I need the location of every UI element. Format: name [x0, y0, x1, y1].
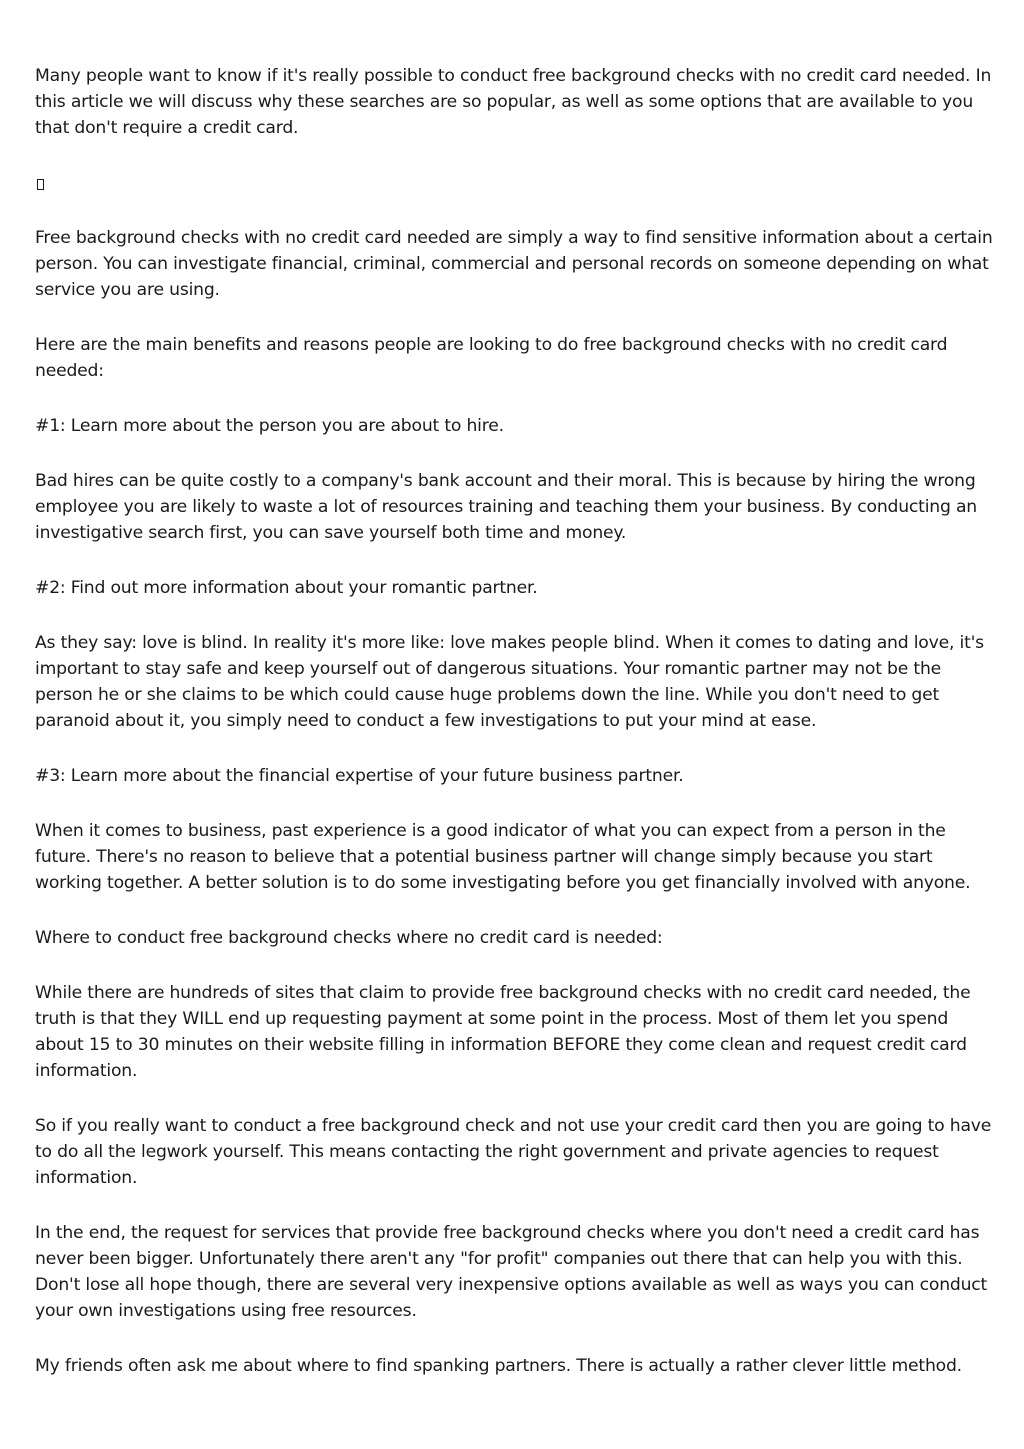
paragraph-reason-2-body: As they say: love is blind. In reality it's more like: love makes people blind. When it comes to dating and love, it's important to stay safe and keep yourself out of dangerous situations. Your romantic partner may not be the person he or she claims to be which could cause huge problems down the line. While you don't need to get paranoid about it, you simply need to conduct a few investigations to put your mind at ease.: [35, 633, 984, 731]
missing-glyph-line: [35, 170, 995, 196]
paragraph-reason-3-body: When it comes to business, past experience is a good indicator of what you can expect from a person in the future. There's no reason to believe that a potential business partner will change simply because you start working together. A better solution is to do some investigating before you get financially involved with anyone.: [35, 821, 971, 893]
paragraph-legwork: So if you really want to conduct a free background check and not use your credit card then you are going to have to do all the legwork yourself. This means contacting the right government and private agencies to request information.: [35, 1116, 992, 1188]
missing-glyph-icon: [37, 179, 44, 190]
paragraph-definition: Free background checks with no credit card needed are simply a way to find sensitive information about a certain person. You can investigate financial, criminal, commercial and personal records on someone depending on what service you are using.: [35, 228, 993, 300]
paragraph-reason-1-body: Bad hires can be quite costly to a company's bank account and their moral. This is because by hiring the wrong employee you are likely to waste a lot of resources training and teaching them your business. By conducting an investigative search first, you can save yourself both time and money.: [35, 471, 977, 543]
paragraph-where-body: While there are hundreds of sites that claim to provide free background checks with no credit card needed, the truth is that they WILL end up requesting payment at some point in the process. Most of them let you spend about 15 to 30 minutes on their website filling in information BEFORE they come clean and request credit card information.: [35, 983, 971, 1081]
paragraph-intro: Many people want to know if it's really possible to conduct free background checks with no credit card needed. In this article we will discuss why these searches are so popular, as well as some options that are available to you that don't require a credit card.: [35, 66, 992, 138]
paragraph-where-heading: Where to conduct free background checks where no credit card is needed:: [35, 928, 663, 948]
paragraph-benefits-intro: Here are the main benefits and reasons people are looking to do free background checks with no credit card needed:: [35, 335, 948, 381]
paragraph-reason-3-heading: #3: Learn more about the financial expertise of your future business partner.: [35, 766, 684, 786]
paragraph-conclusion: In the end, the request for services that provide free background checks where you don't need a credit card has never been bigger. Unfortunately there aren't any "for profit" companies out there that can help you with this. Don't lose all hope though, there are several very inexpensive options available as well as ways you can conduct your own investigations using free resources.: [35, 1223, 988, 1321]
paragraph-reason-1-heading: #1: Learn more about the person you are about to hire.: [35, 416, 504, 436]
article-body: [35, 63, 995, 1408]
paragraph-closing: My friends often ask me about where to find spanking partners. There is actually a rather clever little method.: [35, 1356, 962, 1376]
paragraph-reason-2-heading: #2: Find out more information about your romantic partner.: [35, 578, 538, 598]
